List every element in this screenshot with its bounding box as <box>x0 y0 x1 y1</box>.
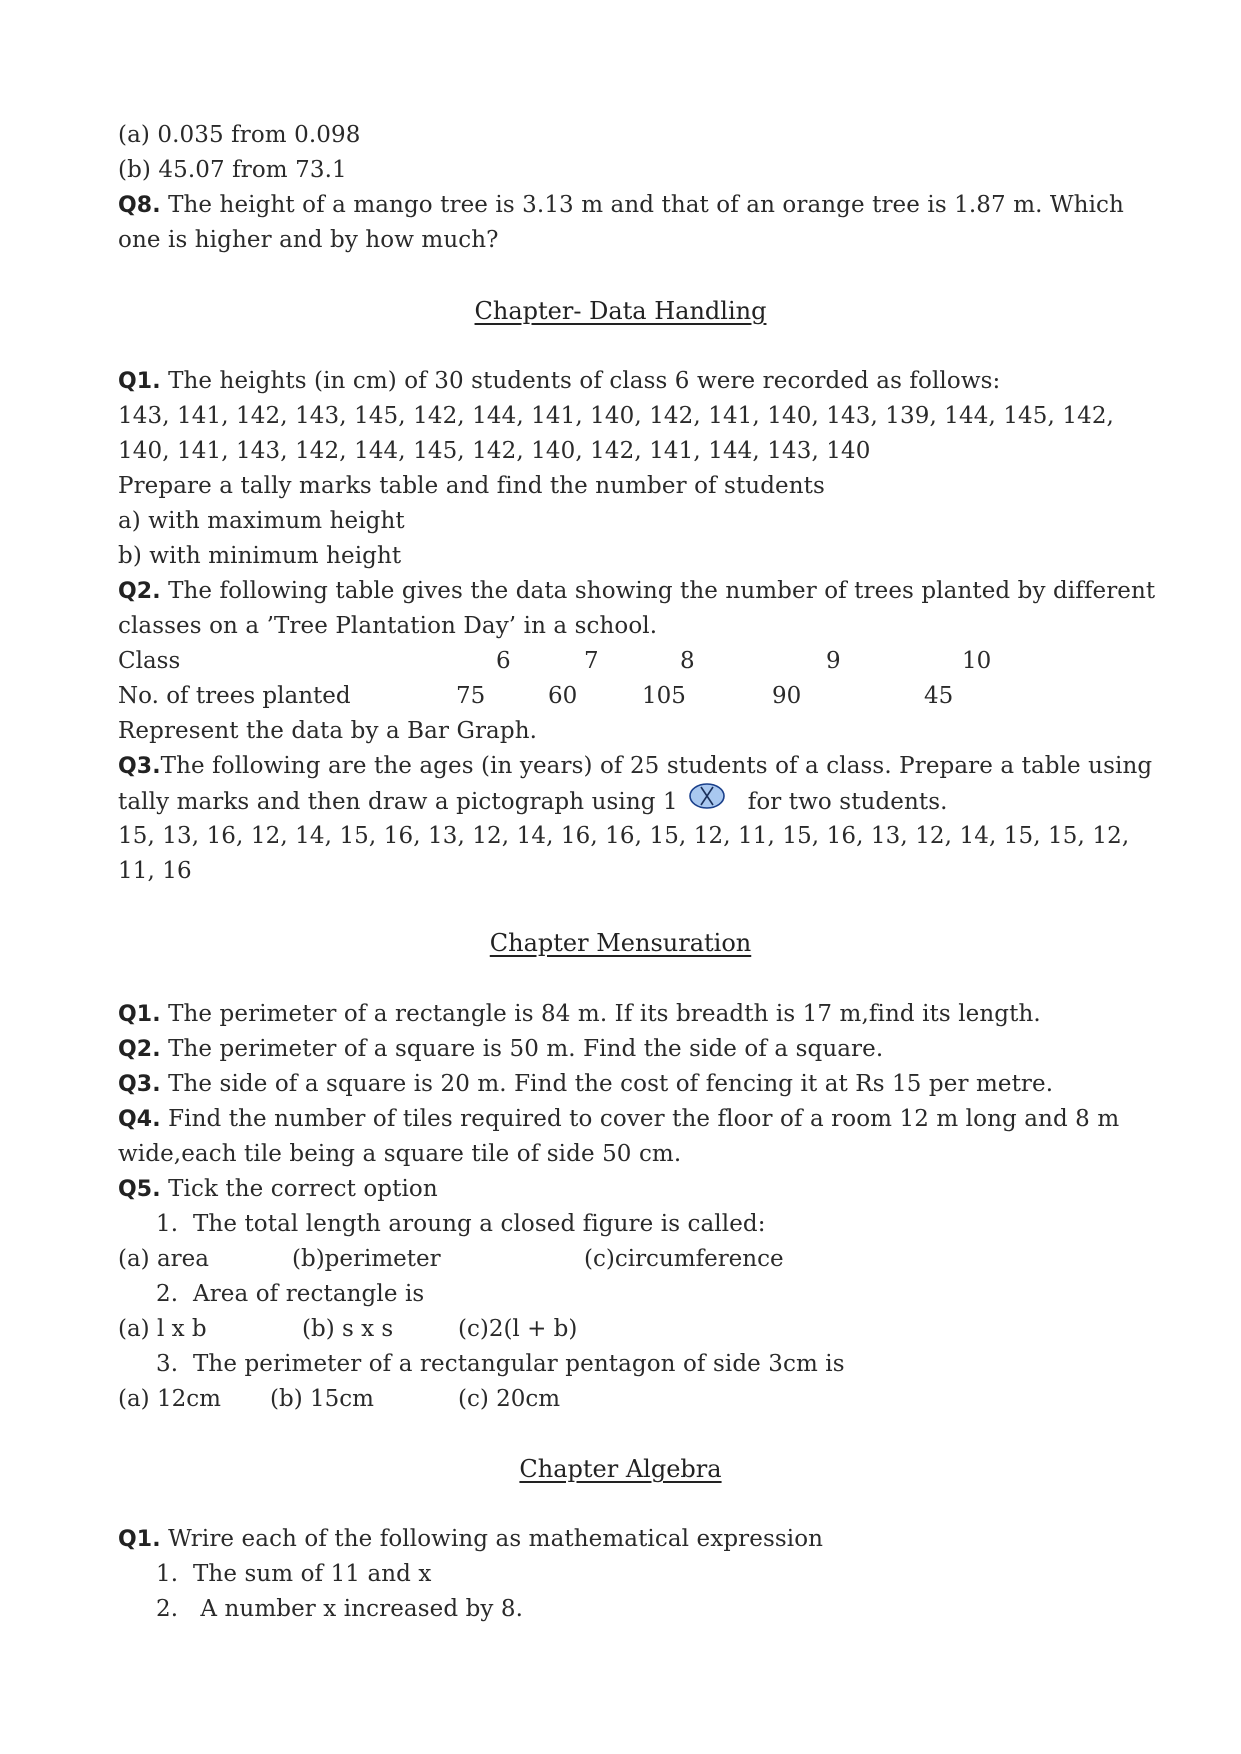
mens-q2-line <box>118 1032 883 1067</box>
dh-q3-text-before-icon: tally marks and then draw a pictograph using 1 <box>118 789 678 815</box>
list-item-number: 2. <box>156 1596 179 1622</box>
mens-q2-label: Q2. <box>118 1037 161 1062</box>
mcq-question <box>156 1347 845 1381</box>
mensuration-heading: Chapter Mensuration <box>489 929 752 957</box>
table-cell-trees: 75 <box>456 683 486 709</box>
dh-q1-part-a: a) with maximum height <box>118 508 405 534</box>
mcq-option: (a) l x b <box>118 1316 207 1342</box>
dh-q2-instruction: Represent the data by a Bar Graph. <box>118 718 538 744</box>
table-cell-class: 8 <box>680 648 695 674</box>
mens-q5-text: Tick the correct option <box>160 1176 438 1202</box>
alg-q1-label: Q1. <box>118 1527 161 1552</box>
subtraction-part-a: (a) 0.035 from 0.098 <box>118 122 361 148</box>
table-row-label-class: Class <box>118 648 181 674</box>
alg-q1-line <box>118 1522 823 1557</box>
dh-q3-text: The following are the ages (in years) of 25 students of a class. Prepare a table using <box>160 753 1153 779</box>
dh-q2-text-continued: classes on a ’Tree Plantation Day’ in a school. <box>118 613 658 639</box>
mcq-question <box>156 1277 424 1311</box>
mens-q4-label: Q4. <box>118 1107 161 1132</box>
table-cell-class: 10 <box>962 648 992 674</box>
mcq-option: (a) 12cm <box>118 1386 221 1412</box>
table-row-label-trees: No. of trees planted <box>118 683 351 709</box>
list-item-text: A number x increased by 8. <box>192 1596 524 1622</box>
q8-text-continued: one is higher and by how much? <box>118 227 499 253</box>
q8-label: Q8. <box>118 193 161 218</box>
mens-q1-text: The perimeter of a rectangle is 84 m. If its breadth is 17 m,find its length. <box>160 1001 1041 1027</box>
table-cell-class: 9 <box>826 648 841 674</box>
list-item-text: The sum of 11 and x <box>192 1561 432 1587</box>
dh-q3-text-after-icon: for two students. <box>747 789 948 815</box>
mcq-question <box>156 1207 766 1241</box>
list-item <box>156 1557 431 1591</box>
alg-q1-text: Wrire each of the following as mathematical expression <box>160 1526 824 1552</box>
dh-q2-label: Q2. <box>118 579 161 604</box>
mcq-option: (b)perimeter <box>292 1246 441 1272</box>
mens-q3-text: The side of a square is 20 m. Find the cost of fencing it at Rs 15 per metre. <box>160 1071 1054 1097</box>
mcq-option: (b) 15cm <box>270 1386 374 1412</box>
dh-q1-label: Q1. <box>118 369 161 394</box>
mcq-number: 3. <box>156 1351 179 1377</box>
dh-q3-line <box>118 749 1152 784</box>
mcq-option: (c)2(l + b) <box>458 1316 578 1342</box>
data-handling-heading: Chapter- Data Handling <box>474 297 767 325</box>
mcq-option: (c) 20cm <box>458 1386 561 1412</box>
dh-q1-instruction: Prepare a tally marks table and find the number of students <box>118 473 825 499</box>
q8-line <box>118 188 1124 223</box>
table-cell-trees: 45 <box>924 683 954 709</box>
mens-q1-label: Q1. <box>118 1002 161 1027</box>
algebra-heading: Chapter Algebra <box>519 1455 722 1483</box>
dh-q3-data-line-2: 11, 16 <box>118 858 192 884</box>
mcq-number: 1. <box>156 1211 179 1237</box>
subtraction-part-b: (b) 45.07 from 73.1 <box>118 157 347 183</box>
dh-q3-data-line-1: 15, 13, 16, 12, 14, 15, 16, 13, 12, 14, 16, 16, 15, 12, 11, 15, 16, 13, 12, 14, 15, 15, 12, <box>118 823 1130 849</box>
mcq-option: (a) area <box>118 1246 210 1272</box>
mens-q1-line <box>118 997 1041 1032</box>
list-item-number: 1. <box>156 1561 179 1587</box>
table-cell-trees: 60 <box>548 683 578 709</box>
mens-q3-line <box>118 1067 1053 1102</box>
dh-q1-part-b: b) with minimum height <box>118 543 402 569</box>
table-cell-class: 6 <box>496 648 511 674</box>
dh-q3-text-continued <box>118 784 948 822</box>
dh-q1-data-line-1: 143, 141, 142, 143, 145, 142, 144, 141, 140, 142, 141, 140, 143, 139, 144, 145, 142, <box>118 403 1114 429</box>
mcq-number: 2. <box>156 1281 179 1307</box>
mens-q5-label: Q5. <box>118 1177 161 1202</box>
mcq-question-text: The perimeter of a rectangular pentagon of side 3cm is <box>192 1351 845 1377</box>
pictograph-symbol-icon <box>688 782 726 820</box>
mens-q4-text: Find the number of tiles required to cover the floor of a room 12 m long and 8 m <box>160 1106 1120 1132</box>
q8-text: The height of a mango tree is 3.13 m and that of an orange tree is 1.87 m. Which <box>160 192 1124 218</box>
mcq-option: (b) s x s <box>302 1316 394 1342</box>
dh-q2-text: The following table gives the data showing the number of trees planted by different <box>160 578 1156 604</box>
mens-q4-line <box>118 1102 1119 1137</box>
mens-q3-label: Q3. <box>118 1072 161 1097</box>
mcq-question-text: The total length aroung a closed figure is called: <box>192 1211 766 1237</box>
dh-q1-text: The heights (in cm) of 30 students of class 6 were recorded as follows: <box>160 368 1001 394</box>
table-cell-trees: 90 <box>772 683 802 709</box>
mens-q4-text-continued: wide,each tile being a square tile of side 50 cm. <box>118 1141 682 1167</box>
dh-q1-line <box>118 364 1000 399</box>
list-item <box>156 1592 523 1626</box>
mens-q5-line <box>118 1172 438 1207</box>
dh-q2-line <box>118 574 1155 609</box>
mcq-option: (c)circumference <box>584 1246 784 1272</box>
dh-q3-label: Q3. <box>118 754 161 779</box>
table-cell-class: 7 <box>584 648 599 674</box>
mcq-question-text: Area of rectangle is <box>192 1281 425 1307</box>
table-cell-trees: 105 <box>642 683 686 709</box>
dh-q1-data-line-2: 140, 141, 143, 142, 144, 145, 142, 140, 142, 141, 144, 143, 140 <box>118 438 871 464</box>
mens-q2-text: The perimeter of a square is 50 m. Find the side of a square. <box>160 1036 884 1062</box>
